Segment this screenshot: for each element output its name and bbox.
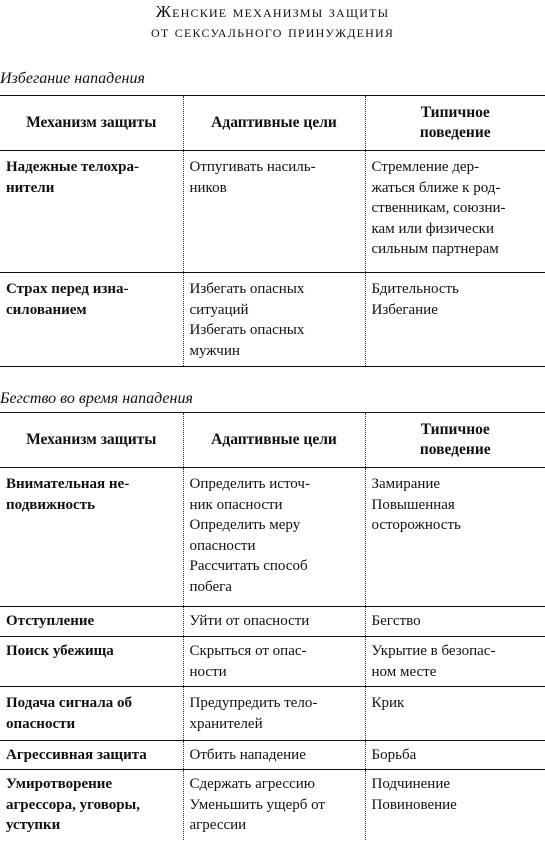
document-title-line-1: Женские механизмы защиты [155, 2, 390, 21]
table-escape [0, 412, 545, 840]
cell-mechanism-line: агрессора, уговоры, [6, 796, 141, 813]
cell-goals [183, 741, 365, 770]
cell-mechanism [0, 151, 183, 273]
cell-goals-line: ник опасности [189, 496, 283, 513]
cell-behavior-line: ственникам, союзни- [371, 200, 506, 216]
cell-goals [183, 468, 365, 607]
cell-goals-line: хранителей [189, 715, 263, 732]
cell-behavior-line: Укрытие в безопас- [371, 643, 496, 659]
cell-mechanism-line: Страх перед изна- [6, 281, 129, 297]
cell-mechanism [0, 607, 183, 637]
table-row [0, 468, 545, 607]
cell-goals-line: мужчин [189, 342, 240, 359]
cell-mechanism-line: силованием [6, 301, 87, 318]
cell-goals-line: побега [189, 578, 232, 595]
cell-mechanism-line: опасности [6, 715, 76, 732]
header-goals: Адаптивные цели [183, 96, 365, 151]
cell-goals [183, 770, 365, 840]
cell-goals-line: опасности [189, 537, 256, 554]
cell-goals-line: агрессии [189, 817, 247, 833]
table-row [0, 273, 545, 367]
cell-behavior-line: Повиновение [371, 796, 457, 813]
cell-mechanism-line: Подача сигнала об [6, 695, 132, 711]
cell-behavior [365, 151, 545, 273]
cell-goals [183, 151, 365, 273]
cell-behavior-line: осторожность [371, 517, 461, 533]
cell-goals [183, 637, 365, 687]
table-header-row [0, 96, 545, 151]
table-row [0, 637, 545, 687]
cell-behavior-line: Стремление дер- [371, 159, 480, 175]
cell-mechanism-line: нители [6, 179, 55, 196]
cell-mechanism [0, 273, 183, 367]
header-behavior [365, 96, 545, 151]
cell-goals-line: Скрыться от опас- [189, 643, 307, 659]
cell-behavior-line: Бдительность [371, 281, 459, 297]
cell-goals-line: ситуаций [189, 301, 249, 318]
cell-goals-line: ников [189, 179, 227, 196]
header-behavior-line-1: Типичное [420, 421, 490, 438]
cell-goals-line: Предупредить тело- [189, 695, 318, 711]
cell-mechanism-line: Внимательная не- [6, 476, 130, 492]
header-behavior-line-2: поведение [419, 441, 491, 458]
header-goals: Адаптивные цели [183, 413, 365, 468]
header-behavior-line-2: поведение [419, 124, 491, 141]
cell-goals [183, 273, 365, 367]
cell-behavior-line: Крик [371, 695, 405, 711]
cell-behavior [365, 607, 545, 637]
table-row [0, 741, 545, 770]
cell-mechanism-line: Поиск убежища [6, 643, 114, 659]
table-row [0, 151, 545, 273]
cell-behavior-line: сильным партнерам [371, 241, 499, 257]
document-title-line-2: от сексуального принуждения [150, 22, 395, 41]
cell-mechanism [0, 770, 183, 840]
cell-mechanism-line: Надежные телохра- [6, 159, 139, 175]
section-title-avoidance: Избегание нападения [0, 70, 145, 87]
cell-mechanism [0, 637, 183, 687]
cell-goals-line: Избегать опасных [189, 281, 305, 297]
cell-behavior-line: ном месте [371, 663, 437, 680]
cell-behavior-line: Замирание [371, 476, 441, 492]
cell-goals-line: Избегать опасных [189, 322, 305, 338]
cell-behavior-line: Бегство [371, 613, 421, 629]
header-mechanism: Механизм защиты [26, 430, 157, 448]
cell-mechanism-line: уступки [6, 817, 61, 833]
cell-mechanism-line: Умиротворение [6, 776, 113, 792]
cell-goals-line: Определить источ- [189, 476, 310, 492]
cell-goals-line: ности [189, 663, 227, 680]
cell-behavior-line: кам или физически [371, 220, 494, 237]
cell-goals-line: Уменьшить ущерб от [189, 796, 325, 813]
table-row [0, 607, 545, 637]
header-mechanism: Механизм защиты [26, 113, 157, 131]
cell-mechanism [0, 468, 183, 607]
cell-mechanism-line: Агрессивная защита [6, 747, 147, 763]
header-behavior-line-1: Типичное [420, 104, 490, 121]
cell-goals-line: Рассчитать способ [189, 558, 308, 574]
table-header-row [0, 413, 545, 468]
cell-goals-line: Отпугивать насиль- [189, 159, 316, 175]
section-title-escape: Бегство во время нападения [0, 390, 193, 407]
cell-mechanism [0, 687, 183, 741]
cell-behavior-line: Подчинение [371, 776, 451, 792]
cell-behavior-line: Избегание [371, 301, 438, 318]
cell-behavior [365, 273, 545, 367]
cell-mechanism [0, 741, 183, 770]
cell-behavior-line: Борьба [371, 747, 417, 763]
cell-behavior-line: жаться ближе к род- [371, 179, 501, 196]
cell-goals-line: Отбить нападение [189, 747, 306, 763]
cell-mechanism-line: Отступление [6, 613, 95, 629]
table-row [0, 687, 545, 741]
cell-goals-line: Сдержать агрессию [189, 776, 315, 792]
cell-behavior-line: Повышенная [371, 496, 455, 513]
table-row [0, 770, 545, 840]
header-behavior [365, 413, 545, 468]
cell-goals-line: Уйти от опасности [189, 613, 310, 629]
cell-behavior [365, 770, 545, 840]
cell-behavior [365, 468, 545, 607]
table-avoidance [0, 95, 545, 367]
cell-goals [183, 687, 365, 741]
cell-goals-line: Определить меру [189, 517, 301, 533]
cell-mechanism-line: подвижность [6, 496, 96, 513]
cell-behavior [365, 637, 545, 687]
cell-behavior [365, 687, 545, 741]
cell-goals [183, 607, 365, 637]
cell-behavior [365, 741, 545, 770]
